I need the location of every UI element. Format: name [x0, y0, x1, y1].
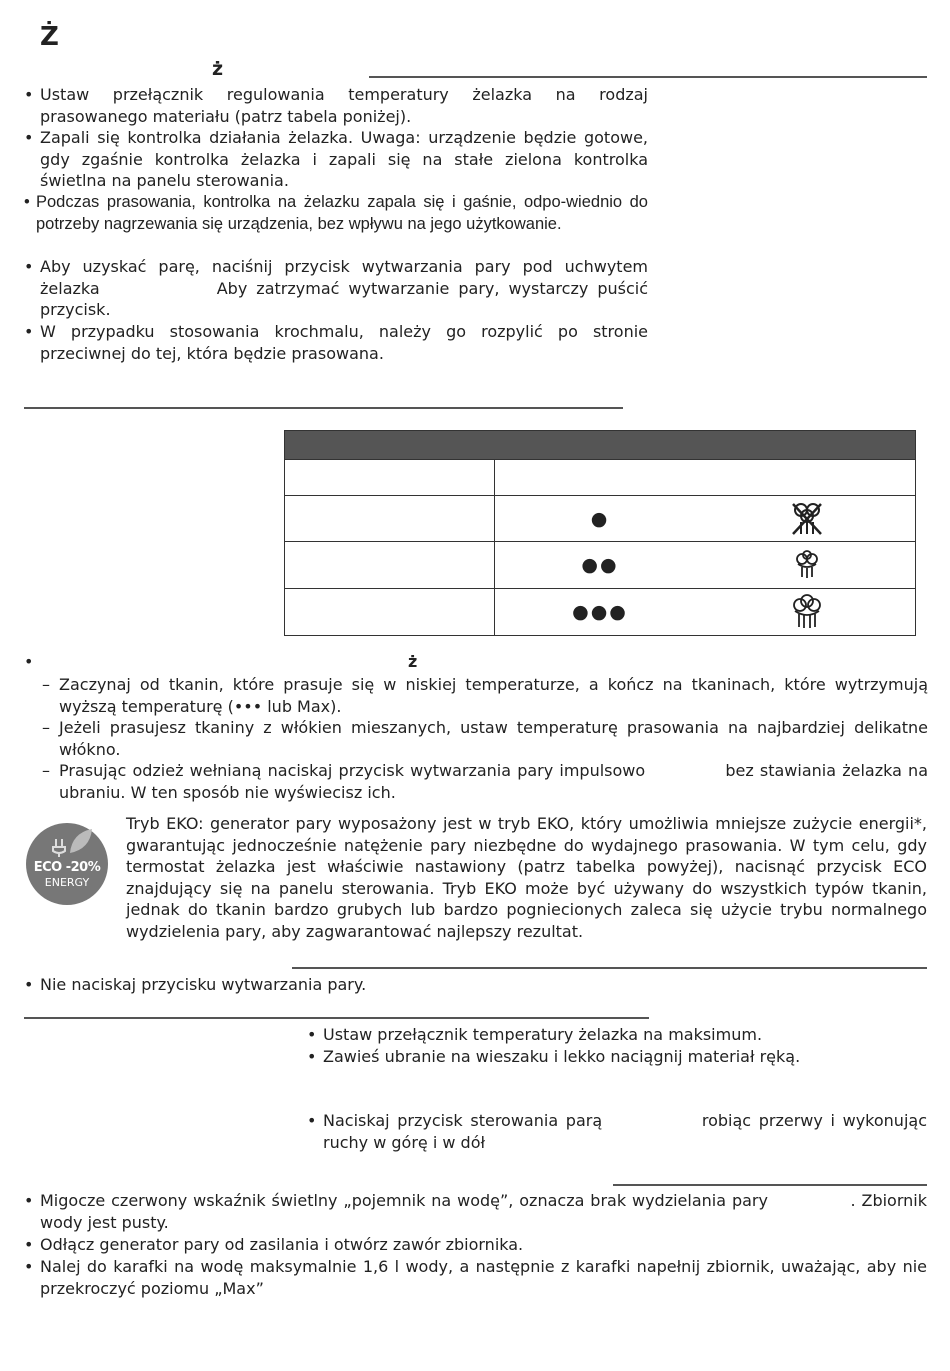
steam-high-icon	[790, 594, 824, 630]
leaf-plug-icon	[26, 825, 108, 859]
table-row	[285, 542, 916, 589]
table-row	[285, 496, 916, 542]
temperature-dots: ●●●	[495, 589, 706, 636]
eco-description: Tryb EKO: generator pary wyposażony jest w tryb EKO, który umożliwia mniejsze zużycie energii*, gwarantując jednocześnie natężenie pary niezbędne do wydajnego prasowania. W tym celu, gdy termostat żelazka jest właściwie nastawiony (patrz tabelka powyżej), nacisnąć przycisk ECO znajdujący się na panelu sterowania. Tryb EKO może być używany do wszystkich typów tkanin, jednak do tkanin bardzo grubych lub bardzo pogniecionych zaleca się użycie trybu normalnego wydzielenia pary, aby zagwarantować najlepszy rezultat.	[126, 814, 927, 941]
list-item: • Nie naciskaj przycisku wytwarzania pary.	[24, 975, 367, 994]
list-item: • Podczas prasowania, kontrolka na żelazku zapala się i gaśnie, odpo-wiednio do potrzeby nagrzewania się urządzenia, bez wpływu na jego użytkowanie.	[24, 193, 648, 233]
list-item: • Naciskaj przycisk sterowania parą robiąc przerwy i wykonując ruchy w górę i w dół	[307, 1111, 933, 1152]
no-steam-icon	[789, 500, 825, 538]
page-heading: Ż	[40, 22, 59, 52]
temperature-dots: ●	[495, 496, 706, 542]
table-row	[285, 589, 916, 636]
list-item: • Ustaw przełącznik regulowania temperatury żelazka na rodzaj prasowanego materiału (patrz tabela poniżej).	[24, 85, 648, 126]
list-item: – Zaczynaj od tkanin, które prasuje się w niskiej temperaturze, a kończ na tkaninach, które wytrzymują wyższą temperaturę (••• lub Max).	[42, 675, 928, 716]
steam-low-icon	[792, 550, 822, 580]
list-item: – Prasując odzież wełnianą naciskaj przycisk wytwarzania pary impulsowo bez stawiania żelazka na ubraniu. W ten sposób nie wyświecisz ich.	[42, 761, 934, 802]
list-item: • Nalej do karafki na wodę maksymalnie 1,6 l wody, a następnie z karafki napełnij zbiornik, uważając, aby nie przekroczyć poziomu „Max”	[24, 1257, 927, 1298]
list-item: • W przypadku stosowania krochmalu, należy go rozpylić po stronie przeciwnej do tej, która będzie prasowana.	[24, 322, 648, 363]
list-item: • Zawieś ubranie na wieszaku i lekko naciągnij materiał ręką.	[307, 1047, 801, 1066]
section-rule	[24, 407, 623, 409]
list-item: • Migocze czerwony wskaźnik świetlny „pojemnik na wodę”, oznacza brak wydzielania pary . Zbiornik wody jest pusty.	[24, 1191, 933, 1232]
section-rule	[613, 1184, 927, 1186]
section-rule	[292, 967, 927, 969]
tips-heading: ż	[408, 652, 418, 671]
tips-bullet: •	[24, 652, 34, 671]
section-heading: ż	[212, 58, 224, 80]
temperature-table	[284, 430, 916, 636]
temperature-dots: ●●	[495, 542, 706, 589]
table-header	[285, 431, 916, 460]
list-item: • Ustaw przełącznik temperatury żelazka na maksimum.	[307, 1025, 763, 1044]
heading-rule	[369, 76, 927, 78]
eco-badge-line1: ECO -20%	[33, 860, 101, 875]
eco-energy-badge	[26, 823, 108, 905]
list-item: • Zapali się kontrolka działania żelazka. Uwaga: urządzenie będzie gotowe, gdy zgaśnie kontrolka żelazka i zapali się na stałe zielona kontrolka świetlna na panelu sterowania.	[24, 128, 648, 190]
eco-badge-line2: ENERGY	[44, 876, 90, 889]
section-rule	[24, 1017, 649, 1019]
list-item: • Aby uzyskać parę, naciśnij przycisk wytwarzania pary pod uchwytem żelazka Aby zatrzymać wytwarzanie pary, wystarczy puścić przycisk.	[24, 257, 654, 319]
table-row	[285, 460, 916, 496]
list-item: • Odłącz generator pary od zasilania i otwórz zawór zbiornika.	[24, 1235, 524, 1254]
list-item: – Jeżeli prasujesz tkaniny z włókien mieszanych, ustaw temperaturę prasowania na najbardziej delikatne włókno.	[42, 718, 928, 759]
